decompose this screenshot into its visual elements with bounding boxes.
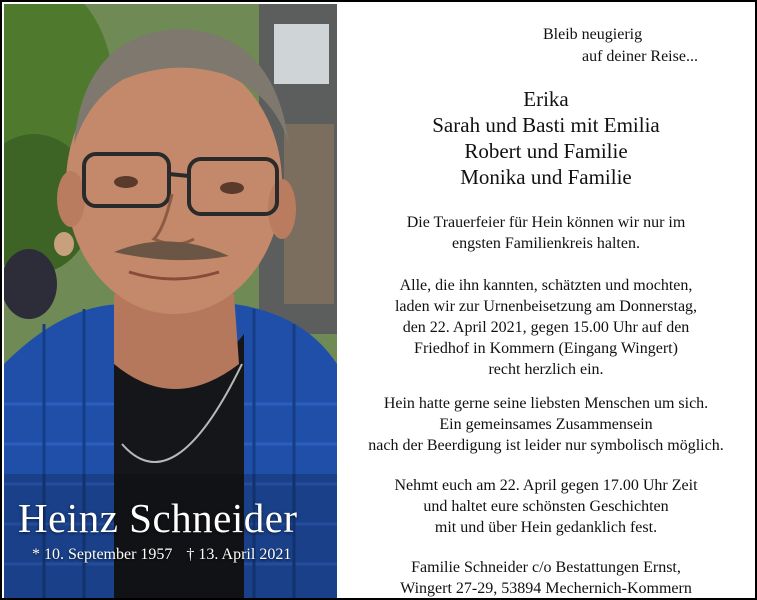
- deceased-name: Heinz Schneider: [18, 495, 298, 541]
- mourner: Monika und Familie: [460, 165, 632, 189]
- birth-date: * 10. September 1957: [32, 546, 173, 563]
- life-dates: [32, 546, 291, 564]
- notice-text: [339, 4, 753, 598]
- paragraph-line: Friedhof in Kommern (Eingang Wingert): [414, 340, 678, 357]
- paragraph-funeral: [339, 212, 753, 254]
- paragraph-line: Ein gemeinsames Zusammensein: [439, 416, 653, 433]
- paragraph-gathering: [339, 393, 753, 456]
- motto-line-1: Bleib neugierig: [543, 26, 643, 43]
- paragraph-line: den 22. April 2021, gegen 15.00 Uhr auf den: [402, 319, 690, 336]
- paragraph-line: Nehmt euch am 22. April gegen 17.00 Uhr Zeit: [394, 477, 698, 494]
- paragraph-line: und haltet eure schönsten Geschichten: [423, 498, 669, 515]
- paragraph-line: Die Trauerfeier für Hein können wir nur im: [406, 214, 686, 231]
- paragraph-line: Alle, die ihn kannten, schätzten und mochten,: [399, 277, 693, 294]
- paragraph-line: recht herzlich ein.: [488, 361, 604, 378]
- paragraph-remembrance: [339, 475, 753, 538]
- paragraph-line: laden wir zur Urnenbeisetzung am Donnerstag,: [394, 298, 698, 315]
- mourner: Erika: [523, 87, 569, 111]
- motto: [339, 24, 753, 68]
- address-line: Wingert 27-29, 53894 Mechernich-Kommern: [400, 580, 692, 597]
- paragraph-line: Hein hatte gerne seine liebsten Menschen um sich.: [383, 395, 709, 412]
- paragraph-line: mit und über Hein gedanklich fest.: [434, 519, 658, 536]
- paragraph-line: engsten Familienkreis halten.: [452, 235, 640, 252]
- portrait-photo: [4, 4, 337, 598]
- family-address: [339, 557, 753, 599]
- paragraph-line: nach der Beerdigung ist leider nur symbolisch möglich.: [368, 437, 724, 454]
- paragraph-burial: [339, 275, 753, 380]
- mourners-list: [339, 86, 753, 190]
- address-line: Familie Schneider c/o Bestattungen Ernst,: [411, 559, 681, 576]
- mourner: Robert und Familie: [464, 139, 628, 163]
- motto-line-2: auf deiner Reise...: [582, 48, 698, 65]
- mourner: Sarah und Basti mit Emilia: [432, 113, 660, 137]
- death-date: † 13. April 2021: [186, 546, 292, 563]
